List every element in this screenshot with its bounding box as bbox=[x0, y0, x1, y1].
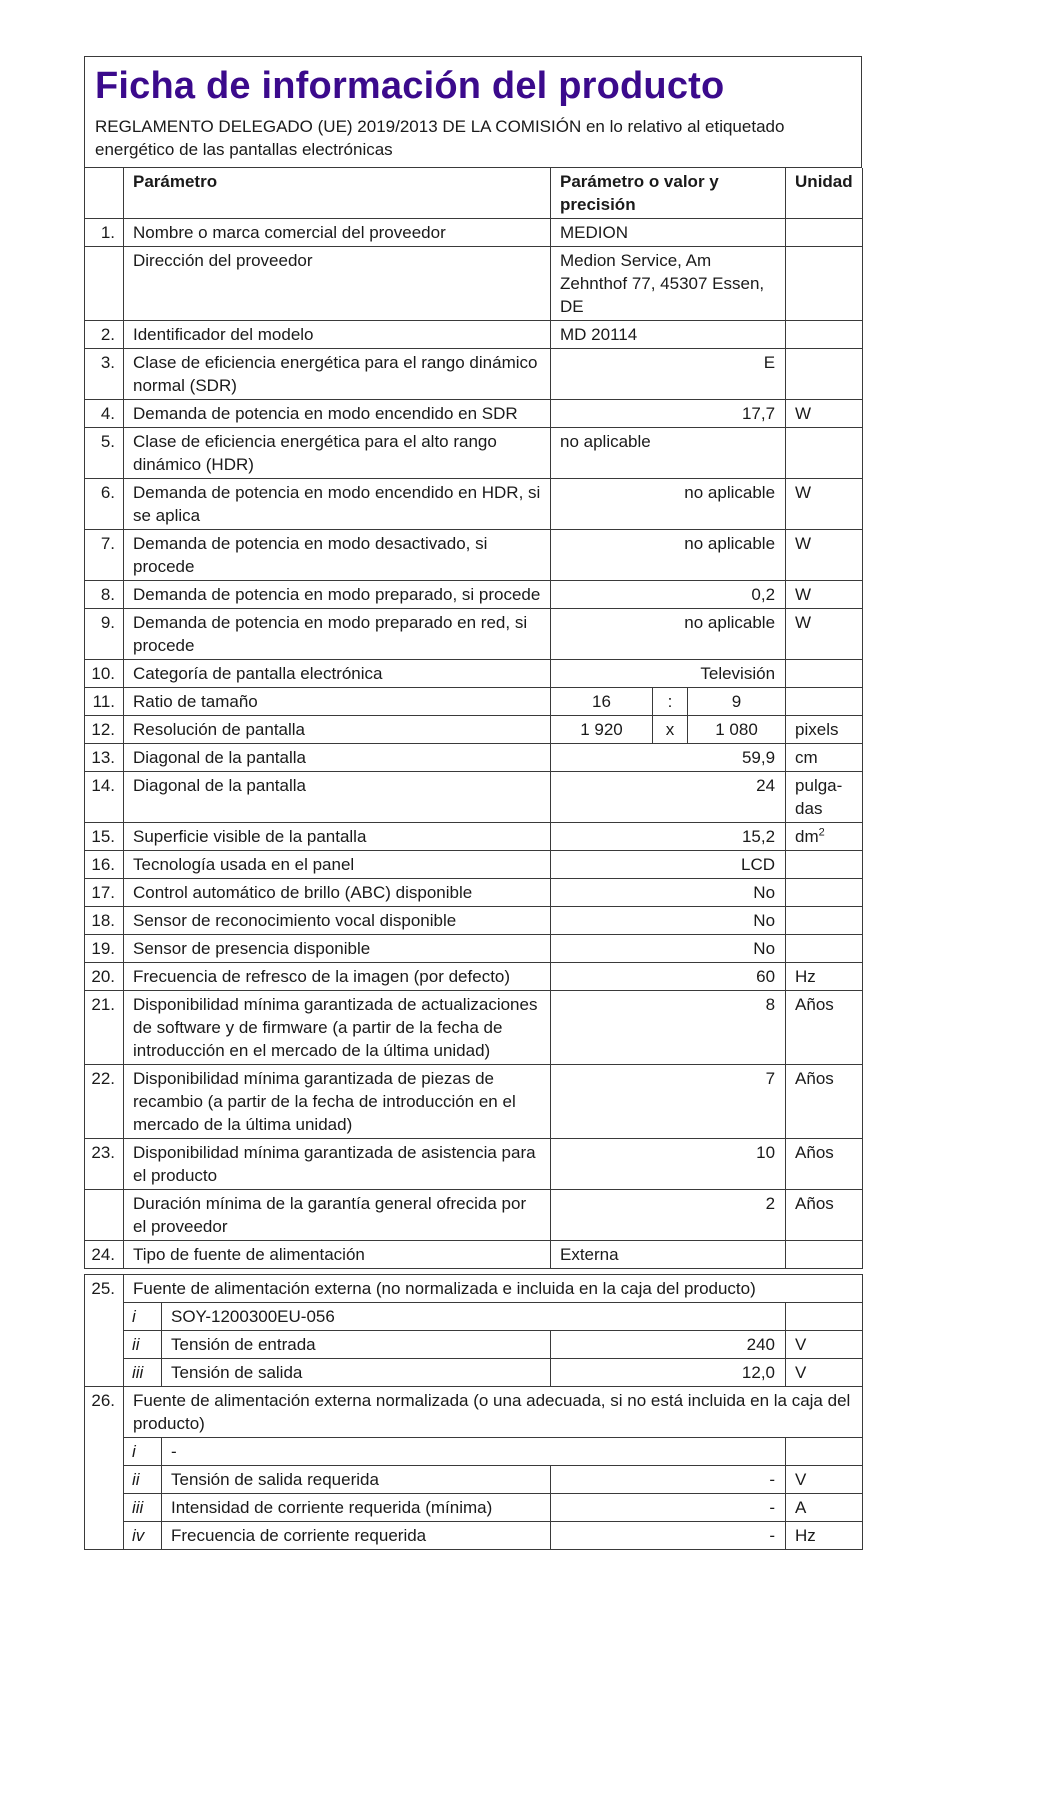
regulation-subtitle: REGLAMENTO DELEGADO (UE) 2019/2013 DE LA COMISIÓN en lo relativo al etiquetado energético de las pantallas electrónicas bbox=[95, 117, 785, 159]
power-supply-table bbox=[84, 1274, 863, 1550]
table-row bbox=[85, 907, 863, 935]
row-unit bbox=[786, 1241, 863, 1269]
row-number: 11. bbox=[85, 688, 124, 716]
psu-item-row bbox=[85, 1331, 863, 1359]
row-unit: W bbox=[786, 400, 863, 428]
table-row bbox=[85, 991, 863, 1065]
roman-index: i bbox=[124, 1303, 162, 1331]
row-parameter: Categoría de pantalla electrónica bbox=[124, 660, 551, 688]
table-row bbox=[85, 1065, 863, 1139]
psu-item-row bbox=[85, 1359, 863, 1387]
row-number: 22. bbox=[85, 1065, 124, 1139]
row-unit: W bbox=[786, 581, 863, 609]
psu-item-label: Intensidad de corriente requerida (mínima) bbox=[162, 1494, 551, 1522]
row-unit bbox=[786, 907, 863, 935]
row-parameter: Demanda de potencia en modo encendido en SDR bbox=[124, 400, 551, 428]
table-header-row bbox=[85, 168, 863, 219]
row-number: 10. bbox=[85, 660, 124, 688]
row-unit bbox=[786, 321, 863, 349]
table-row bbox=[85, 660, 863, 688]
row-parameter: Sensor de reconocimiento vocal disponible bbox=[124, 907, 551, 935]
row-parameter: Superficie visible de la pantalla bbox=[124, 823, 551, 851]
row-value-a: 1 920 bbox=[551, 716, 653, 744]
row-value: No bbox=[551, 935, 786, 963]
psu-item-value: 12,0 bbox=[551, 1359, 786, 1387]
row-value-separator: : bbox=[653, 688, 688, 716]
psu-item-value: 240 bbox=[551, 1331, 786, 1359]
row-unit bbox=[786, 660, 863, 688]
psu-item-row bbox=[85, 1303, 863, 1331]
row-value: LCD bbox=[551, 851, 786, 879]
row-number: 18. bbox=[85, 907, 124, 935]
table-row bbox=[85, 1190, 863, 1241]
row-number: 9. bbox=[85, 609, 124, 660]
row-number: 6. bbox=[85, 479, 124, 530]
column-header-unit: Unidad bbox=[786, 168, 863, 219]
row-parameter: Demanda de potencia en modo desactivado, si procede bbox=[124, 530, 551, 581]
row-number: 5. bbox=[85, 428, 124, 479]
row-parameter: Dirección del proveedor bbox=[124, 247, 551, 321]
psu-group-title-row bbox=[85, 1387, 863, 1438]
row-number: 4. bbox=[85, 400, 124, 428]
row-value: no aplicable bbox=[551, 530, 786, 581]
row-parameter: Nombre o marca comercial del proveedor bbox=[124, 219, 551, 247]
table-row bbox=[85, 879, 863, 907]
row-unit bbox=[786, 935, 863, 963]
sheet-header bbox=[84, 56, 862, 168]
table-row bbox=[85, 479, 863, 530]
row-value-a: 16 bbox=[551, 688, 653, 716]
table-row bbox=[85, 219, 863, 247]
row-unit: pulga- das bbox=[786, 772, 863, 823]
row-number: 16. bbox=[85, 851, 124, 879]
psu-item-label: Tensión de entrada bbox=[162, 1331, 551, 1359]
roman-index: iii bbox=[124, 1494, 162, 1522]
row-unit: Hz bbox=[786, 963, 863, 991]
row-parameter: Disponibilidad mínima garantizada de actualizaciones de software y de firmware (a partir de la fecha de introducción en el mercado de la última unidad) bbox=[124, 991, 551, 1065]
column-header-value: Parámetro o valor y precisión bbox=[551, 168, 786, 219]
column-header-parameter: Parámetro bbox=[124, 168, 551, 219]
header-num bbox=[85, 168, 124, 219]
table-row bbox=[85, 823, 863, 851]
row-value: MD 20114 bbox=[551, 321, 786, 349]
row-number: 1. bbox=[85, 219, 124, 247]
row-value: 15,2 bbox=[551, 823, 786, 851]
row-value: E bbox=[551, 349, 786, 400]
row-value: Externa bbox=[551, 1241, 786, 1269]
psu-item-label: - bbox=[162, 1438, 786, 1466]
psu-item-row bbox=[85, 1522, 863, 1550]
row-value-b: 9 bbox=[688, 688, 786, 716]
psu-item-row bbox=[85, 1494, 863, 1522]
row-unit: W bbox=[786, 609, 863, 660]
table-row bbox=[85, 963, 863, 991]
table-row bbox=[85, 428, 863, 479]
table-row bbox=[85, 688, 863, 716]
row-unit: Años bbox=[786, 991, 863, 1065]
psu-group-title-row bbox=[85, 1275, 863, 1303]
row-number: 2. bbox=[85, 321, 124, 349]
row-parameter: Clase de eficiencia energética para el rango dinámico normal (SDR) bbox=[124, 349, 551, 400]
row-parameter: Frecuencia de refresco de la imagen (por defecto) bbox=[124, 963, 551, 991]
row-value-b: 1 080 bbox=[688, 716, 786, 744]
row-value: Televisión bbox=[551, 660, 786, 688]
row-value: 59,9 bbox=[551, 744, 786, 772]
table-row bbox=[85, 609, 863, 660]
psu-item-unit bbox=[786, 1303, 863, 1331]
roman-index: i bbox=[124, 1438, 162, 1466]
table-row bbox=[85, 716, 863, 744]
psu-item-row bbox=[85, 1466, 863, 1494]
row-value: no aplicable bbox=[551, 428, 786, 479]
psu-item-label: Frecuencia de corriente requerida bbox=[162, 1522, 551, 1550]
page-title: Ficha de información del producto bbox=[95, 65, 725, 107]
psu-item-unit: V bbox=[786, 1359, 863, 1387]
row-number bbox=[85, 247, 124, 321]
row-value: No bbox=[551, 879, 786, 907]
row-parameter: Duración mínima de la garantía general ofrecida por el proveedor bbox=[124, 1190, 551, 1241]
row-value: 60 bbox=[551, 963, 786, 991]
row-unit bbox=[786, 879, 863, 907]
row-parameter: Clase de eficiencia energética para el alto rango dinámico (HDR) bbox=[124, 428, 551, 479]
psu-item-label: Tensión de salida bbox=[162, 1359, 551, 1387]
table-row bbox=[85, 349, 863, 400]
row-value-separator: x bbox=[653, 716, 688, 744]
psu-item-row bbox=[85, 1438, 863, 1466]
row-parameter: Sensor de presencia disponible bbox=[124, 935, 551, 963]
row-number: 17. bbox=[85, 879, 124, 907]
row-unit bbox=[786, 349, 863, 400]
row-parameter: Demanda de potencia en modo encendido en HDR, si se aplica bbox=[124, 479, 551, 530]
row-value: 24 bbox=[551, 772, 786, 823]
row-unit: cm bbox=[786, 744, 863, 772]
table-row bbox=[85, 851, 863, 879]
row-number: 15. bbox=[85, 823, 124, 851]
table-row bbox=[85, 530, 863, 581]
row-parameter: Diagonal de la pantalla bbox=[124, 772, 551, 823]
row-unit: W bbox=[786, 530, 863, 581]
psu-item-label: SOY-1200300EU-056 bbox=[162, 1303, 786, 1331]
row-unit: pixels bbox=[786, 716, 863, 744]
table-row bbox=[85, 772, 863, 823]
table-row bbox=[85, 935, 863, 963]
psu-item-label: Tensión de salida requerida bbox=[162, 1466, 551, 1494]
row-unit bbox=[786, 851, 863, 879]
row-parameter: Disponibilidad mínima garantizada de piezas de recambio (a partir de la fecha de introducción en el mercado de la última unidad) bbox=[124, 1065, 551, 1139]
psu-group-title: Fuente de alimentación externa normalizada (o una adecuada, si no está incluida en la caja del producto) bbox=[124, 1387, 863, 1438]
product-information-sheet bbox=[84, 56, 862, 1550]
row-value: 17,7 bbox=[551, 400, 786, 428]
psu-item-unit: V bbox=[786, 1331, 863, 1359]
row-value: MEDION bbox=[551, 219, 786, 247]
row-number: 23. bbox=[85, 1139, 124, 1190]
row-parameter: Diagonal de la pantalla bbox=[124, 744, 551, 772]
row-value: 10 bbox=[551, 1139, 786, 1190]
psu-item-value: - bbox=[551, 1466, 786, 1494]
row-parameter: Identificador del modelo bbox=[124, 321, 551, 349]
row-value: Medion Service, Am Zehnthof 77, 45307 Essen, DE bbox=[551, 247, 786, 321]
table-row bbox=[85, 400, 863, 428]
row-parameter: Demanda de potencia en modo preparado, si procede bbox=[124, 581, 551, 609]
row-parameter: Tecnología usada en el panel bbox=[124, 851, 551, 879]
table-row bbox=[85, 1139, 863, 1190]
row-value: No bbox=[551, 907, 786, 935]
table-row bbox=[85, 1241, 863, 1269]
psu-item-value: - bbox=[551, 1494, 786, 1522]
row-number: 19. bbox=[85, 935, 124, 963]
row-value: 7 bbox=[551, 1065, 786, 1139]
psu-item-value: - bbox=[551, 1522, 786, 1550]
row-value: no aplicable bbox=[551, 609, 786, 660]
row-number: 24. bbox=[85, 1241, 124, 1269]
psu-item-unit bbox=[786, 1438, 863, 1466]
row-parameter: Control automático de brillo (ABC) disponible bbox=[124, 879, 551, 907]
row-unit: $dm^2$ bbox=[786, 823, 863, 851]
row-number: 3. bbox=[85, 349, 124, 400]
row-value: no aplicable bbox=[551, 479, 786, 530]
row-unit bbox=[786, 219, 863, 247]
row-value: 8 bbox=[551, 991, 786, 1065]
row-parameter: Tipo de fuente de alimentación bbox=[124, 1241, 551, 1269]
table-row bbox=[85, 744, 863, 772]
row-number: 13. bbox=[85, 744, 124, 772]
row-unit bbox=[786, 428, 863, 479]
row-parameter: Demanda de potencia en modo preparado en red, si procede bbox=[124, 609, 551, 660]
row-number: 12. bbox=[85, 716, 124, 744]
row-value: 0,2 bbox=[551, 581, 786, 609]
row-number: 14. bbox=[85, 772, 124, 823]
row-unit: W bbox=[786, 479, 863, 530]
psu-item-unit: Hz bbox=[786, 1522, 863, 1550]
table-row bbox=[85, 247, 863, 321]
row-unit bbox=[786, 688, 863, 716]
row-number: 25. bbox=[85, 1275, 124, 1387]
row-unit: Años bbox=[786, 1190, 863, 1241]
parameters-table bbox=[84, 168, 863, 1269]
roman-index: iii bbox=[124, 1359, 162, 1387]
roman-index: iv bbox=[124, 1522, 162, 1550]
table-row bbox=[85, 321, 863, 349]
psu-group-title: Fuente de alimentación externa (no normalizada e incluida en la caja del producto) bbox=[124, 1275, 863, 1303]
row-number: 20. bbox=[85, 963, 124, 991]
row-number: 21. bbox=[85, 991, 124, 1065]
table-row bbox=[85, 581, 863, 609]
roman-index: ii bbox=[124, 1331, 162, 1359]
row-unit: Años bbox=[786, 1139, 863, 1190]
psu-item-unit: V bbox=[786, 1466, 863, 1494]
row-unit: Años bbox=[786, 1065, 863, 1139]
row-parameter: Ratio de tamaño bbox=[124, 688, 551, 716]
row-value: 2 bbox=[551, 1190, 786, 1241]
row-number: 7. bbox=[85, 530, 124, 581]
row-unit bbox=[786, 247, 863, 321]
roman-index: ii bbox=[124, 1466, 162, 1494]
psu-item-unit: A bbox=[786, 1494, 863, 1522]
row-parameter: Resolución de pantalla bbox=[124, 716, 551, 744]
row-parameter: Disponibilidad mínima garantizada de asistencia para el producto bbox=[124, 1139, 551, 1190]
row-number bbox=[85, 1190, 124, 1241]
row-number: 26. bbox=[85, 1387, 124, 1550]
row-number: 8. bbox=[85, 581, 124, 609]
